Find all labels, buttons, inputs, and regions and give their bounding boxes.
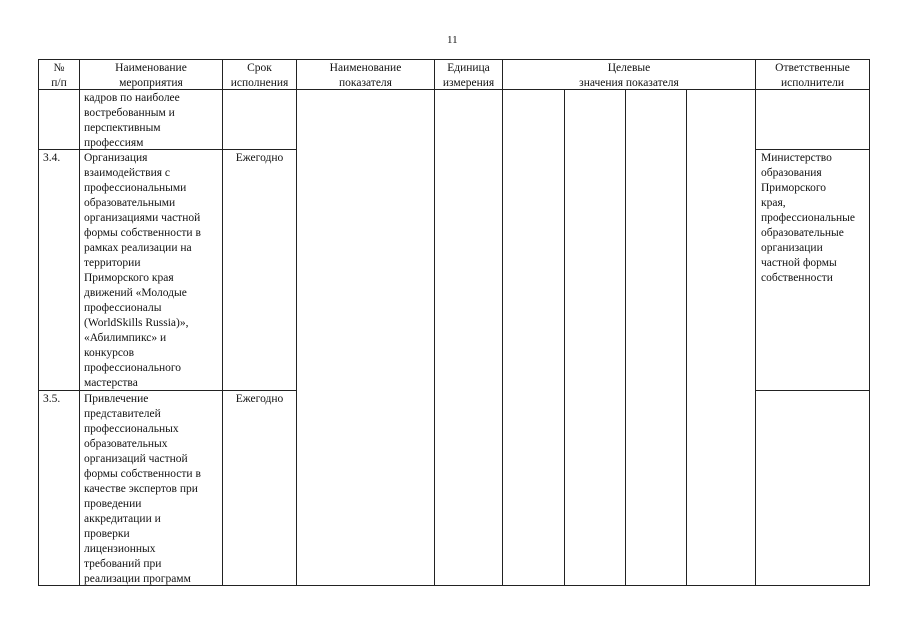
header-activity: Наименование мероприятия xyxy=(115,62,187,89)
header-unit: Единица измерения xyxy=(442,62,495,89)
row-deadline: Ежегодно xyxy=(235,152,284,164)
header-indicator: Наименование показателя xyxy=(329,62,402,89)
row-number: 3.4. xyxy=(43,152,61,164)
row-deadline: Ежегодно xyxy=(235,393,284,405)
row-activity: Организация взаимодействия с профессиональными образовательными организациями частной формы собственности в рамках реализации на территории Приморского края движений «Молодые профессионалы (WorldSkills Russia)», «Абилимпикс» и конкурсов профессионального мастерства xyxy=(84,152,201,389)
header-num: № п/п xyxy=(51,62,67,89)
page-number: 11 xyxy=(447,34,458,46)
header-target-values: Целевые значения показателя xyxy=(579,62,679,89)
row-number: 3.5. xyxy=(43,393,61,405)
header-deadline: Срок исполнения xyxy=(230,62,289,89)
header-responsible: Ответственные исполнители xyxy=(775,62,850,89)
row-activity: Привлечение представителей профессиональных образовательных организаций частной формы собственности в качестве экспертов при проведении аккредитации и проверки лицензионных требований при реализации программ xyxy=(84,393,201,585)
row-responsible: Министерство образования Приморского края, профессиональные образовательные организации частной формы собственности xyxy=(761,152,855,284)
row-activity: кадров по наиболее востребованным и перспективным профессиям xyxy=(84,92,180,149)
